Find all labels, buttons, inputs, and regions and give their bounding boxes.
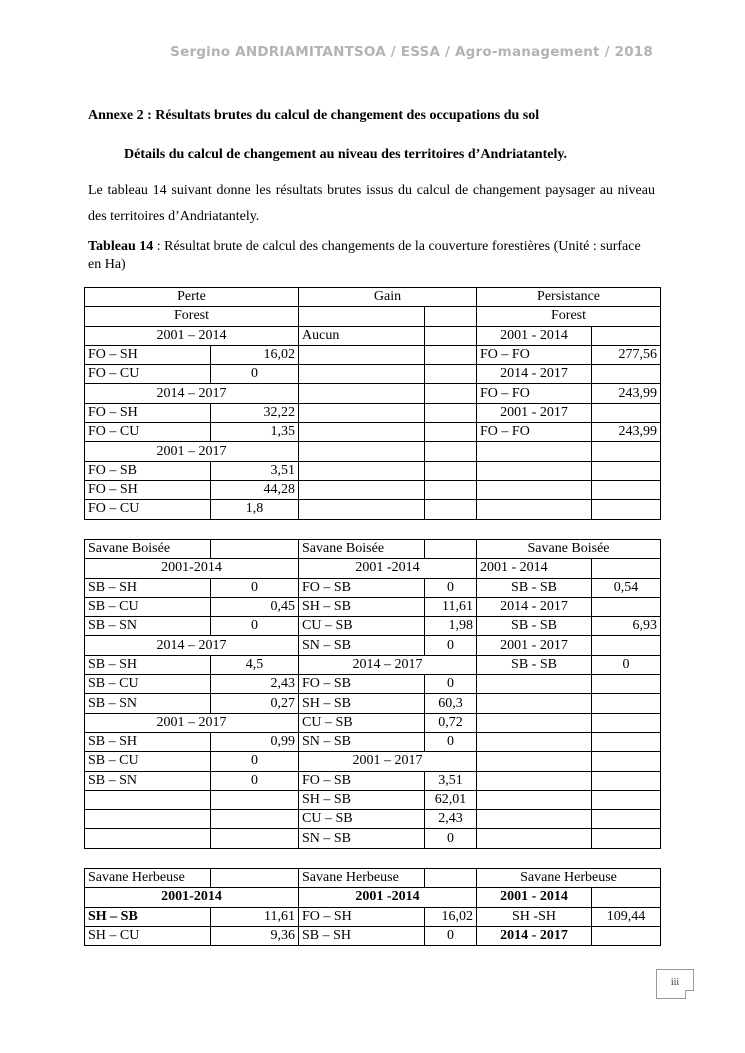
table-row [85, 480, 661, 499]
cell: 11,61 [425, 597, 477, 616]
cell: SB - SB [477, 655, 592, 674]
cell: SN – SB [299, 636, 425, 655]
table-row [85, 307, 661, 326]
cell: 0 [425, 829, 477, 848]
cell: SB – SH [85, 732, 211, 751]
table-row [85, 500, 661, 519]
cell: 1,98 [425, 617, 477, 636]
cell: 0 [425, 926, 477, 945]
table-row [85, 926, 661, 945]
cell: 0 [425, 732, 477, 751]
table-row [85, 655, 661, 674]
cell: 32,22 [211, 403, 299, 422]
caption-label: Tableau 14 [88, 239, 154, 254]
cell: SB – SN [85, 771, 211, 790]
table-row [85, 597, 661, 616]
table-row [85, 365, 661, 384]
cell: 60,3 [425, 694, 477, 713]
class-label: Savane Boisée [477, 540, 661, 559]
cell: SH – SB [299, 694, 425, 713]
cell: FO – SH [85, 480, 211, 499]
cell: 0 [211, 771, 299, 790]
period-label: 2001 - 2014 [477, 559, 592, 578]
cell: 3,51 [211, 461, 299, 480]
table-row [85, 288, 661, 307]
class-label: Savane Herbeuse [85, 869, 211, 888]
cell: SB – SH [85, 578, 211, 597]
period-label: 2014 – 2017 [85, 384, 299, 403]
cell: 3,51 [425, 771, 477, 790]
cell: 277,56 [592, 345, 661, 364]
table-row [85, 829, 661, 848]
cell: 16,02 [425, 907, 477, 926]
cell: 0 [211, 578, 299, 597]
cell: 243,99 [592, 423, 661, 442]
table-forest [84, 287, 661, 520]
period-label: 2001 - 2014 [477, 326, 592, 345]
class-label: Savane Boisée [299, 540, 425, 559]
period-label: 2001 -2014 [299, 559, 477, 578]
cell: 0 [592, 655, 661, 674]
cell: 2,43 [425, 810, 477, 829]
cell: 62,01 [425, 790, 477, 809]
table-row [85, 888, 661, 907]
table-row [85, 403, 661, 422]
cell: 0,99 [211, 732, 299, 751]
cell: 0 [425, 578, 477, 597]
cell: 44,28 [211, 480, 299, 499]
cell: CU – SB [299, 713, 425, 732]
running-header: Sergino ANDRIAMITANTSOA / ESSA / Agro-management / 2018 [170, 44, 653, 60]
table-row [85, 423, 661, 442]
cell: SB – CU [85, 752, 211, 771]
table-row [85, 675, 661, 694]
cell: 16,02 [211, 345, 299, 364]
period-label: 2001 -2014 [299, 888, 477, 907]
cell: SB – SH [85, 655, 211, 674]
table-row [85, 790, 661, 809]
cell: SB – SH [299, 926, 425, 945]
table-row [85, 345, 661, 364]
table-caption [88, 238, 655, 274]
period-label: 2014 – 2017 [299, 655, 477, 674]
table-row [85, 636, 661, 655]
cell: SB - SB [477, 578, 592, 597]
cell: SB - SB [477, 617, 592, 636]
cell: FO – FO [477, 345, 592, 364]
cell: 0 [211, 617, 299, 636]
table-row [85, 461, 661, 480]
cell: FO – SB [299, 771, 425, 790]
cell: 1,35 [211, 423, 299, 442]
period-label: 2014 – 2017 [85, 636, 299, 655]
caption-text: : Résultat brute de calcul des changements de la couverture forestières (Unité : surface en Ha) [88, 239, 641, 272]
cell: FO – CU [85, 423, 211, 442]
cell: SB – SN [85, 694, 211, 713]
cell: SN – SB [299, 732, 425, 751]
cell: 109,44 [592, 907, 661, 926]
cell: SN – SB [299, 829, 425, 848]
intro-paragraph: Le tableau 14 suivant donne les résultats brutes issus du calcul de changement paysager au niveau des territoires d’Andriatantely. [88, 183, 655, 224]
annexe-title: Annexe 2 : Résultats brutes du calcul de changement des occupations du sol [88, 108, 540, 123]
cell: 0,45 [211, 597, 299, 616]
cell: 0 [211, 752, 299, 771]
table-row [85, 442, 661, 461]
cell: FO – SH [85, 345, 211, 364]
cell: Aucun [299, 326, 425, 345]
period-label: 2014 - 2017 [477, 926, 592, 945]
table-row [85, 752, 661, 771]
table-savane-herbeuse [84, 868, 661, 946]
table-row [85, 713, 661, 732]
cell: 4,5 [211, 655, 299, 674]
class-label: Savane Herbeuse [299, 869, 425, 888]
header-gain: Gain [299, 288, 477, 307]
cell: SB – SN [85, 617, 211, 636]
cell: FO – SB [85, 461, 211, 480]
period-label: 2001 – 2014 [85, 326, 299, 345]
table-row [85, 540, 661, 559]
table-row [85, 732, 661, 751]
cell: FO – SB [299, 578, 425, 597]
period-label: 2001 - 2017 [477, 403, 592, 422]
cell: FO – SH [299, 907, 425, 926]
cell: 2,43 [211, 675, 299, 694]
table-row [85, 869, 661, 888]
header-persistance: Persistance [477, 288, 661, 307]
cell: 0 [425, 675, 477, 694]
period-label: 2001 - 2014 [477, 888, 592, 907]
cell: 6,93 [592, 617, 661, 636]
class-label: Savane Boisée [85, 540, 211, 559]
cell: SH – SB [85, 907, 211, 926]
cell: FO – SB [299, 675, 425, 694]
period-label: 2001-2014 [85, 888, 299, 907]
cell: SH – SB [299, 597, 425, 616]
period-label: 2001 – 2017 [85, 442, 299, 461]
cell: 0 [211, 365, 299, 384]
table-row [85, 384, 661, 403]
period-label: 2014 - 2017 [477, 365, 592, 384]
cell: 0,72 [425, 713, 477, 732]
cell: SB – CU [85, 675, 211, 694]
cell: 1,8 [211, 500, 299, 519]
table-savane-boisee [84, 539, 661, 849]
class-label: Forest [85, 307, 299, 326]
table-row [85, 617, 661, 636]
cell: 243,99 [592, 384, 661, 403]
cell: SH – SB [299, 790, 425, 809]
period-label: 2001 – 2017 [85, 713, 299, 732]
cell: FO – CU [85, 500, 211, 519]
cell: CU – SB [299, 617, 425, 636]
table-row [85, 578, 661, 597]
cell: SH -SH [477, 907, 592, 926]
table-row [85, 771, 661, 790]
page-number: iii [656, 969, 694, 999]
cell: FO – FO [477, 423, 592, 442]
cell: FO – SH [85, 403, 211, 422]
header-perte: Perte [85, 288, 299, 307]
period-label: 2001 – 2017 [299, 752, 477, 771]
cell: FO – CU [85, 365, 211, 384]
cell: 9,36 [211, 926, 299, 945]
cell: SB – CU [85, 597, 211, 616]
cell: 0,27 [211, 694, 299, 713]
period-label: 2001-2014 [85, 559, 299, 578]
cell: 11,61 [211, 907, 299, 926]
table-row [85, 810, 661, 829]
cell: 0,54 [592, 578, 661, 597]
cell: FO – FO [477, 384, 592, 403]
cell: CU – SB [299, 810, 425, 829]
period-label: 2014 - 2017 [477, 597, 592, 616]
table-row [85, 559, 661, 578]
table-row [85, 326, 661, 345]
class-label: Forest [477, 307, 661, 326]
table-row [85, 907, 661, 926]
section-subtitle: Détails du calcul de changement au niveau des territoires d’Andriatantely. [124, 147, 568, 162]
cell: SH – CU [85, 926, 211, 945]
class-label: Savane Herbeuse [477, 869, 661, 888]
cell: 0 [425, 636, 477, 655]
table-row [85, 694, 661, 713]
period-label: 2001 - 2017 [477, 636, 592, 655]
